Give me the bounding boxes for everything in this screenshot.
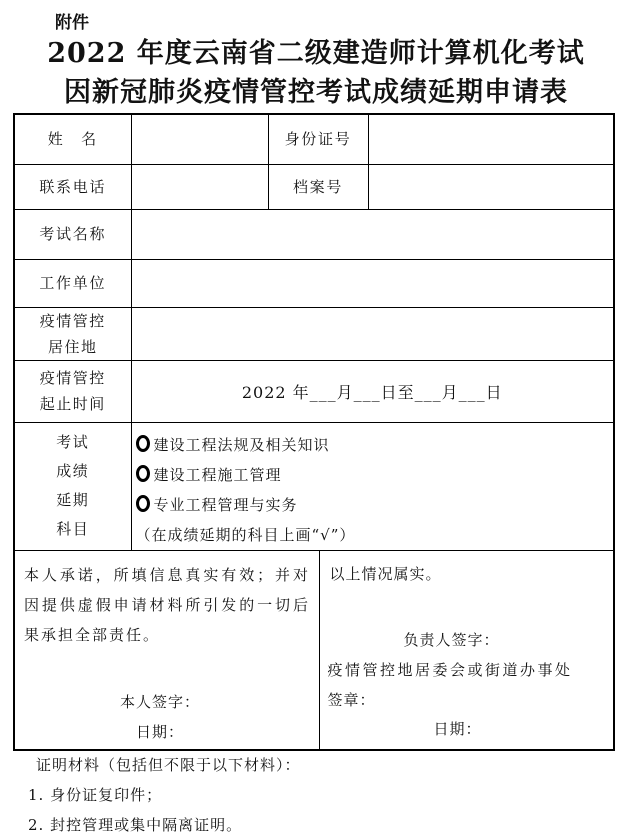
table-row <box>14 164 614 209</box>
declaration-cell <box>15 551 320 749</box>
phone-value-cell <box>131 164 268 209</box>
name-label: 姓 名 <box>14 114 131 164</box>
materials-footer <box>0 750 632 840</box>
phone-label: 联系电话 <box>14 164 131 209</box>
delay-subjects-label <box>14 422 131 550</box>
signature-section <box>14 550 614 750</box>
exam-name-label: 考试名称 <box>14 209 131 259</box>
confirmation-cell <box>320 551 614 749</box>
table-row <box>14 307 614 360</box>
archive-number-label: 档案号 <box>268 164 368 209</box>
exam-name-value-cell <box>131 209 614 259</box>
table-row <box>14 259 614 307</box>
subject-item <box>136 430 610 460</box>
control-period-value: 2022 年___月___日至___月___日 <box>131 360 614 422</box>
org-name-text: 疫情管控地居委会或街道办事处 <box>327 660 573 679</box>
work-unit-value-cell <box>131 259 614 307</box>
declaration-text: 本人承诺，所填信息真实有效；并对因提供虚假申请材料所引发的一切后果承担全部责任。 <box>24 565 310 644</box>
confirmation-text: 以上情况属实。 <box>329 564 442 583</box>
subject-item-label: 建设工程法规及相关知识 <box>153 435 330 454</box>
subject-item-label: 专业工程管理与实务 <box>153 495 298 514</box>
control-period-label-line-1: 疫情管控 <box>39 369 106 387</box>
org-date-label: 日期： <box>433 719 482 738</box>
materials-title: 证明材料（包括但不限于以下材料）： <box>36 756 301 774</box>
subjects-label-line: 延期 <box>56 491 90 509</box>
form-title-line-2: 因新冠肺炎疫情管控考试成绩延期申请表 <box>64 77 568 108</box>
archive-number-value-cell <box>368 164 614 209</box>
applicant-sign-label: 本人签字： <box>120 692 201 711</box>
control-period-label-line-2: 起止时间 <box>39 395 106 413</box>
delay-subjects-cell <box>131 422 614 550</box>
subjects-label-line: 科目 <box>56 520 90 538</box>
material-item-1: 1. 身份证复印件； <box>28 786 163 804</box>
residence-label-line-1: 疫情管控 <box>39 311 106 330</box>
subject-item <box>136 460 610 490</box>
residence-value-cell <box>131 307 614 360</box>
id-number-value-cell <box>368 114 614 164</box>
subjects-label-line: 考试 <box>56 433 90 451</box>
residence-label <box>14 307 131 360</box>
attachment-label: 附件 <box>55 13 89 32</box>
responsible-sign-label: 负责人签字： <box>403 630 500 649</box>
table-row <box>14 360 614 422</box>
applicant-date-label: 日期： <box>136 722 185 741</box>
table-row <box>14 114 614 164</box>
table-row <box>14 209 614 259</box>
control-period-label <box>14 360 131 422</box>
id-number-label: 身份证号 <box>268 114 368 164</box>
circle-bullet-icon <box>136 495 150 512</box>
form-title-line-1: 2022 年度云南省二级建造师计算机化考试 <box>47 38 585 69</box>
seal-label: 签章： <box>327 690 376 709</box>
subjects-note: （在成绩延期的科目上画“√”） <box>135 525 356 544</box>
subjects-label-line: 成绩 <box>56 462 90 480</box>
circle-bullet-icon <box>136 435 150 452</box>
table-row <box>14 550 614 750</box>
application-form-table <box>13 113 615 751</box>
table-row <box>14 422 614 550</box>
work-unit-label: 工作单位 <box>14 259 131 307</box>
circle-bullet-icon <box>136 465 150 482</box>
name-value-cell <box>131 114 268 164</box>
subject-item <box>136 490 610 520</box>
residence-label-line-2: 居住地 <box>47 337 98 356</box>
subject-item-label: 建设工程施工管理 <box>153 465 282 484</box>
signature-section-wrap <box>15 551 613 749</box>
material-item-2: 2. 封控管理或集中隔离证明。 <box>28 816 243 834</box>
page-title <box>0 34 632 112</box>
